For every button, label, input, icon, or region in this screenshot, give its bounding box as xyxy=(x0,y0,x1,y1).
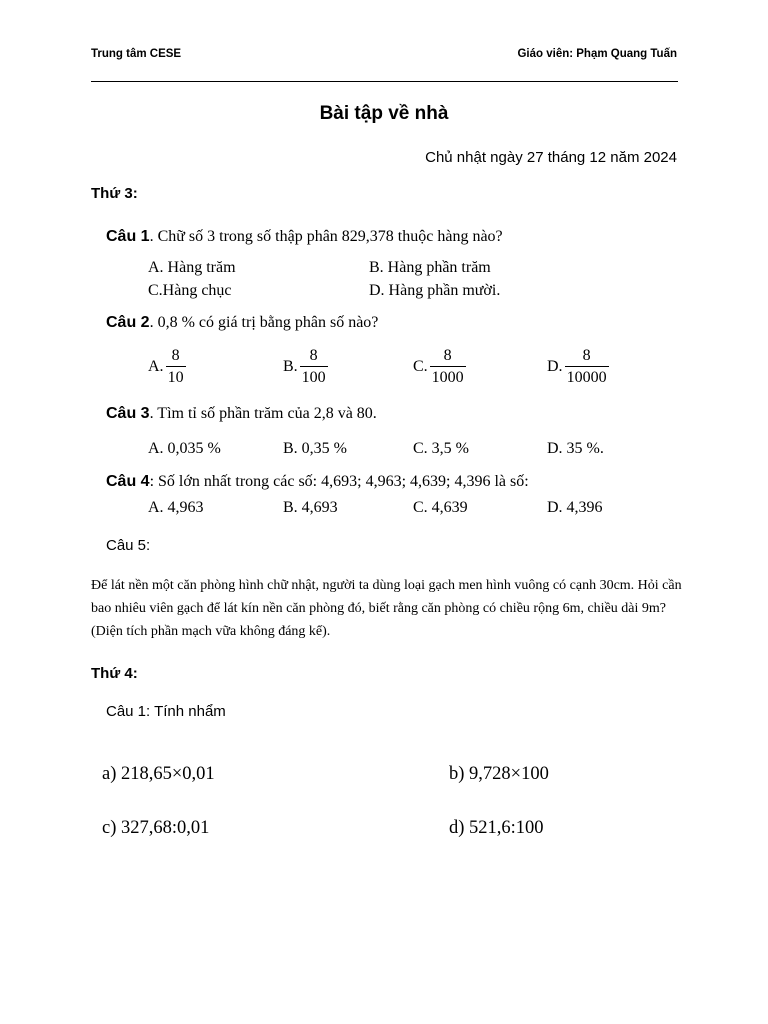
q1-option-d: D. Hàng phần mười. xyxy=(369,282,501,299)
question-2-number: Câu 2 xyxy=(106,314,150,331)
q2-option-b-fraction xyxy=(300,347,328,387)
q2-option-d-letter: D. xyxy=(547,358,563,375)
q3-option-d: D. 35 %. xyxy=(547,440,604,457)
q4-option-c: C. 4,639 xyxy=(413,499,468,516)
date-line: Chủ nhật ngày 27 tháng 12 năm 2024 xyxy=(425,149,677,166)
question-1-text: . Chữ số 3 trong số thập phân 829,378 thuộc hàng nào? xyxy=(149,228,503,245)
fraction-denominator: 100 xyxy=(300,366,328,387)
q1-option-a: A. Hàng trăm xyxy=(148,259,236,276)
question-2-text: . 0,8 % có giá trị bằng phân số nào? xyxy=(149,314,379,331)
q3-option-b: B. 0,35 % xyxy=(283,440,347,457)
question-4 xyxy=(106,473,529,491)
q2-option-a-fraction xyxy=(166,347,186,387)
fraction-numerator: 8 xyxy=(443,347,452,364)
header-divider xyxy=(91,81,678,82)
question-1-number: Câu 1 xyxy=(106,228,150,245)
question-3-number: Câu 3 xyxy=(106,405,150,422)
fraction-denominator: 1000 xyxy=(430,366,466,387)
q4-option-a: A. 4,963 xyxy=(148,499,204,516)
q4-option-b: B. 4,693 xyxy=(283,499,338,516)
question-2 xyxy=(106,314,378,332)
question-5-text: Để lát nền một căn phòng hình chữ nhật, người ta dùng loại gạch men hình vuông có cạnh 30cm. Hỏi cần bao nhiêu viên gạch để lát kín nền căn phòng đó, biết rằng căn phòng có chiều rộng 6m, chiều dài 9m? (Diện tích phần mạch vữa không đáng kể). xyxy=(91,578,682,639)
page-title: Bài tập về nhà xyxy=(319,103,449,124)
q2-option-a-letter: A. xyxy=(148,358,164,375)
fraction-numerator: 8 xyxy=(171,347,180,364)
fraction-denominator: 10000 xyxy=(565,366,609,387)
section-thu4-label: Thứ 4: xyxy=(91,665,138,682)
q2-option-d xyxy=(547,347,609,387)
q2-option-b-letter: B. xyxy=(283,358,298,375)
q2-option-c-letter: C. xyxy=(413,358,428,375)
question-4-number: Câu 4 xyxy=(106,473,150,490)
expression-b: b) 9,728×100 xyxy=(449,764,549,784)
q3-option-a: A. 0,035 % xyxy=(148,440,221,457)
q4-option-d: D. 4,396 xyxy=(547,499,603,516)
q2-option-d-fraction xyxy=(565,347,609,387)
q2-option-b xyxy=(283,347,328,387)
question-3-text: . Tìm tỉ số phần trăm của 2,8 và 80. xyxy=(149,405,377,422)
q2-option-a xyxy=(148,347,186,387)
question-1 xyxy=(106,228,503,246)
q1-option-b: B. Hàng phần trăm xyxy=(369,259,491,276)
question-5-label: Câu 5: xyxy=(106,537,151,554)
expression-c: c) 327,68:0,01 xyxy=(102,818,210,838)
q2-option-c-fraction xyxy=(430,347,466,387)
section-thu3-label: Thứ 3: xyxy=(91,185,138,202)
q3-option-c: C. 3,5 % xyxy=(413,440,469,457)
question-4-text: : Số lớn nhất trong các số: 4,693; 4,963; 4,639; 4,396 là số: xyxy=(149,473,529,490)
fraction-denominator: 10 xyxy=(166,366,186,387)
fraction-numerator: 8 xyxy=(582,347,591,364)
expression-d: d) 521,6:100 xyxy=(449,818,544,838)
q2-option-c xyxy=(413,347,466,387)
header-teacher-name: Giáo viên: Phạm Quang Tuấn xyxy=(517,48,677,60)
question-3 xyxy=(106,405,377,423)
fraction-numerator: 8 xyxy=(309,347,318,364)
thu4-question-1-label: Câu 1: Tính nhẩm xyxy=(106,703,226,720)
q1-option-c: C.Hàng chục xyxy=(148,282,232,299)
header-center-name: Trung tâm CESE xyxy=(91,48,182,60)
expression-a: a) 218,65×0,01 xyxy=(102,764,215,784)
